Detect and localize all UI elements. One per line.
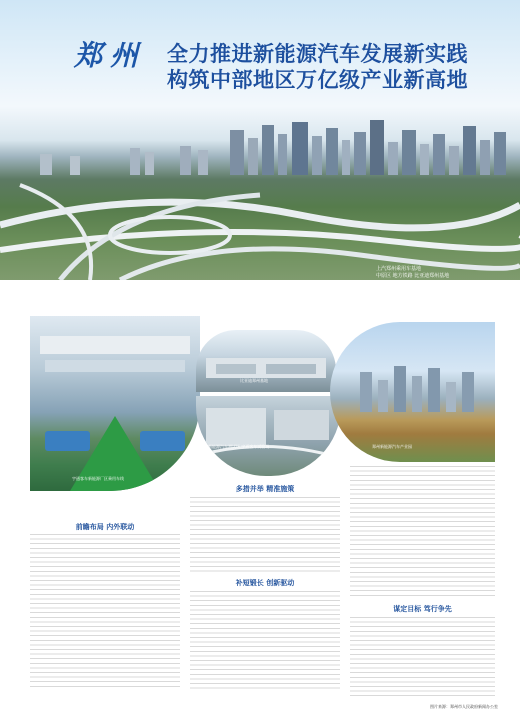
- footer-credit: 图片来源：郑州市人民政府新闻办公室: [430, 704, 498, 709]
- bus-factory-photo: [30, 316, 200, 491]
- section-heading: 前瞻布局 内外联动: [75, 523, 135, 531]
- photo-caption: 郑州新能源汽车产业园: [372, 444, 412, 449]
- hero-caption: [376, 266, 449, 280]
- factory-aerial-photo: [196, 330, 336, 392]
- section-heading: 谋定目标 笃行争先: [393, 605, 452, 613]
- city-view-photo: [330, 322, 495, 462]
- hero-caption-line: 中原区 地方铁路 比亚迪郑州基地: [376, 273, 450, 279]
- city-name: 郑州: [74, 39, 147, 72]
- section-heading: 补短锻长 创新驱动: [235, 579, 295, 587]
- left-column-text: [30, 496, 180, 518]
- right-column-body-1: [350, 466, 495, 596]
- headline-line-2: 构筑中部地区万亿级产业新高地: [167, 68, 468, 92]
- left-column-body: [30, 534, 180, 689]
- intro-paragraph: [38, 285, 478, 299]
- section-heading: 多措并举 精准施策: [235, 485, 295, 493]
- right-column-body-2: [350, 617, 495, 699]
- middle-column-body-1: [190, 497, 340, 572]
- highway-interchange: [0, 165, 520, 280]
- test-track-photo: [196, 396, 341, 476]
- middle-column-body-2: [190, 591, 340, 689]
- photo-caption: 宇通客车新能源厂区乘用车线: [72, 476, 124, 481]
- hero-caption-line: 上汽郑州乘用车基地: [376, 266, 422, 272]
- photo-caption: 新能源汽车测试场 宇通客车试验场: [208, 444, 270, 449]
- hero-photo: [0, 0, 520, 280]
- headline-line-1: 全力推进新能源汽车发展新实践: [167, 42, 468, 66]
- photo-caption: 比亚迪郑州基地: [240, 378, 268, 383]
